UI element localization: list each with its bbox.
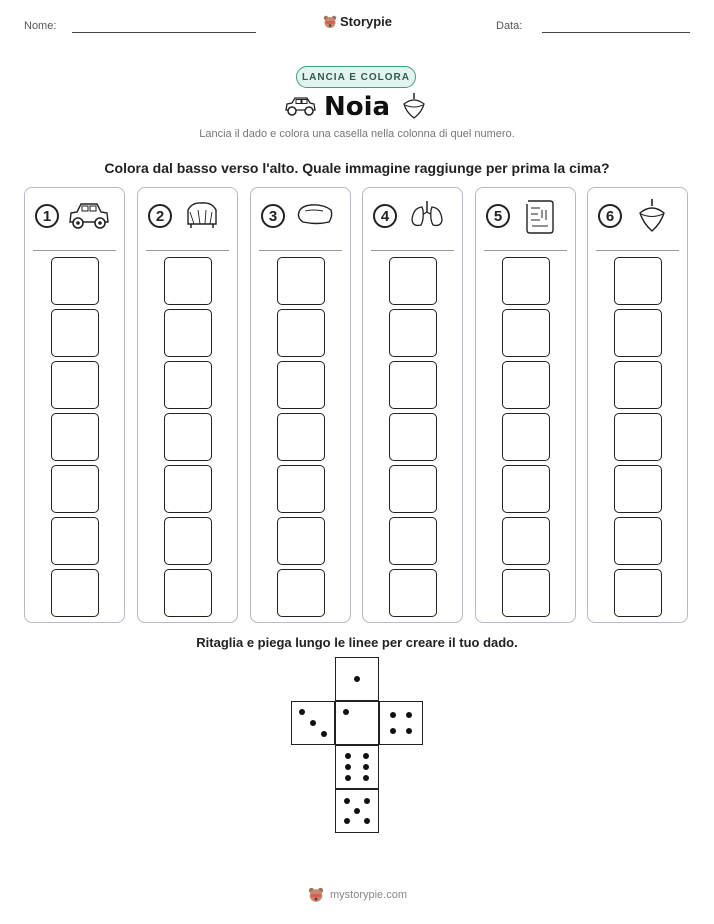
column-divider: [259, 250, 342, 251]
name-line: [72, 32, 256, 33]
lungs-icon: [405, 198, 449, 232]
color-box[interactable]: [502, 257, 550, 305]
column-divider: [33, 250, 116, 251]
column-number: 2: [148, 204, 172, 228]
color-box[interactable]: [164, 257, 212, 305]
color-box[interactable]: [502, 517, 550, 565]
title-row: [0, 92, 714, 124]
color-box[interactable]: [614, 413, 662, 461]
covered-armchair-icon: [180, 198, 224, 232]
date-line: [542, 32, 690, 33]
color-box[interactable]: [614, 361, 662, 409]
column-header: [35, 204, 117, 238]
page-subtitle: Lancia il dado e colora una casella nella colonna di quel numero.: [199, 128, 515, 140]
bear-icon: [308, 887, 324, 903]
color-box[interactable]: [51, 361, 99, 409]
column-divider: [371, 250, 454, 251]
column-number: 4: [373, 204, 397, 228]
brand-logo: [323, 14, 392, 29]
color-box[interactable]: [389, 517, 437, 565]
die-pip: [344, 818, 350, 824]
column-3: [250, 187, 351, 623]
column-divider: [484, 250, 567, 251]
column-divider: [596, 250, 679, 251]
brand-name: Storypie: [340, 14, 393, 29]
die-pip: [343, 709, 349, 715]
die-face-4: [379, 701, 423, 745]
die-face-6: [335, 745, 379, 789]
scroll-icon: [518, 198, 562, 236]
color-box[interactable]: [164, 309, 212, 357]
color-box[interactable]: [277, 309, 325, 357]
die-face-5: [335, 789, 379, 833]
color-box[interactable]: [502, 465, 550, 513]
column-number: 1: [35, 204, 59, 228]
color-box[interactable]: [502, 309, 550, 357]
color-box[interactable]: [51, 465, 99, 513]
column-header: [598, 204, 680, 238]
die-pip: [354, 676, 360, 682]
column-header: [148, 204, 230, 238]
color-box[interactable]: [277, 413, 325, 461]
cut-instruction: Ritaglia e piega lungo le linee per creare il tuo dado.: [196, 635, 518, 650]
color-box[interactable]: [614, 569, 662, 617]
color-box[interactable]: [502, 569, 550, 617]
die-pip: [406, 728, 412, 734]
spinning-top-icon: [630, 198, 674, 234]
column-number: 6: [598, 204, 622, 228]
color-box[interactable]: [502, 413, 550, 461]
column-4: [362, 187, 463, 623]
column-number: 5: [486, 204, 510, 228]
color-box[interactable]: [614, 517, 662, 565]
footer-url[interactable]: mystorypie.com: [330, 889, 408, 901]
column-1: [24, 187, 125, 623]
color-box[interactable]: [51, 309, 99, 357]
color-box[interactable]: [389, 257, 437, 305]
spinning-top-icon: [400, 92, 428, 120]
die-pip: [321, 731, 327, 737]
color-box[interactable]: [164, 465, 212, 513]
instruction-text: Colora dal basso verso l'alto. Quale immagine raggiunge per prima la cima?: [104, 160, 610, 176]
color-box[interactable]: [51, 413, 99, 461]
activity-badge: LANCIA E COLORA: [296, 66, 416, 88]
date-label: Data:: [496, 20, 523, 32]
color-box[interactable]: [502, 361, 550, 409]
die-pip: [390, 728, 396, 734]
die-pip: [354, 808, 360, 814]
die-face-1: [335, 701, 379, 745]
worksheet-header: [0, 14, 714, 44]
color-box[interactable]: [389, 309, 437, 357]
car-icon: [67, 198, 111, 232]
die-pip: [345, 753, 351, 759]
column-2: [137, 187, 238, 623]
die-pip: [364, 818, 370, 824]
die-pip: [363, 775, 369, 781]
die-pip: [299, 709, 305, 715]
die-pip: [310, 720, 316, 726]
color-box[interactable]: [277, 361, 325, 409]
color-box[interactable]: [614, 309, 662, 357]
footer: [308, 887, 407, 903]
die-pip: [390, 712, 396, 718]
column-divider: [146, 250, 229, 251]
color-box[interactable]: [277, 465, 325, 513]
die-pip: [344, 798, 350, 804]
color-box[interactable]: [51, 569, 99, 617]
page-title: Noia: [323, 92, 391, 122]
color-box[interactable]: [614, 257, 662, 305]
color-box[interactable]: [164, 361, 212, 409]
column-header: [486, 204, 568, 238]
die-pip: [406, 712, 412, 718]
color-box[interactable]: [614, 465, 662, 513]
color-box[interactable]: [389, 413, 437, 461]
column-header: [261, 204, 343, 238]
die-pip: [363, 764, 369, 770]
column-header: [373, 204, 455, 238]
column-number: 3: [261, 204, 285, 228]
color-box[interactable]: [51, 257, 99, 305]
color-box[interactable]: [389, 569, 437, 617]
color-box[interactable]: [277, 257, 325, 305]
die-pip: [345, 764, 351, 770]
die-pip: [345, 775, 351, 781]
column-5: [475, 187, 576, 623]
bear-icon: [323, 15, 337, 29]
color-box[interactable]: [389, 465, 437, 513]
name-label: Nome:: [24, 20, 57, 32]
color-box[interactable]: [277, 569, 325, 617]
color-box[interactable]: [164, 517, 212, 565]
die-face-3: [291, 701, 335, 745]
die-pip: [364, 798, 370, 804]
color-box[interactable]: [164, 569, 212, 617]
color-box[interactable]: [51, 517, 99, 565]
color-box[interactable]: [164, 413, 212, 461]
die-face-1: [335, 657, 379, 701]
pillow-icon: [293, 198, 337, 232]
color-box[interactable]: [389, 361, 437, 409]
color-box[interactable]: [277, 517, 325, 565]
die-pip: [363, 753, 369, 759]
column-6: [587, 187, 688, 623]
